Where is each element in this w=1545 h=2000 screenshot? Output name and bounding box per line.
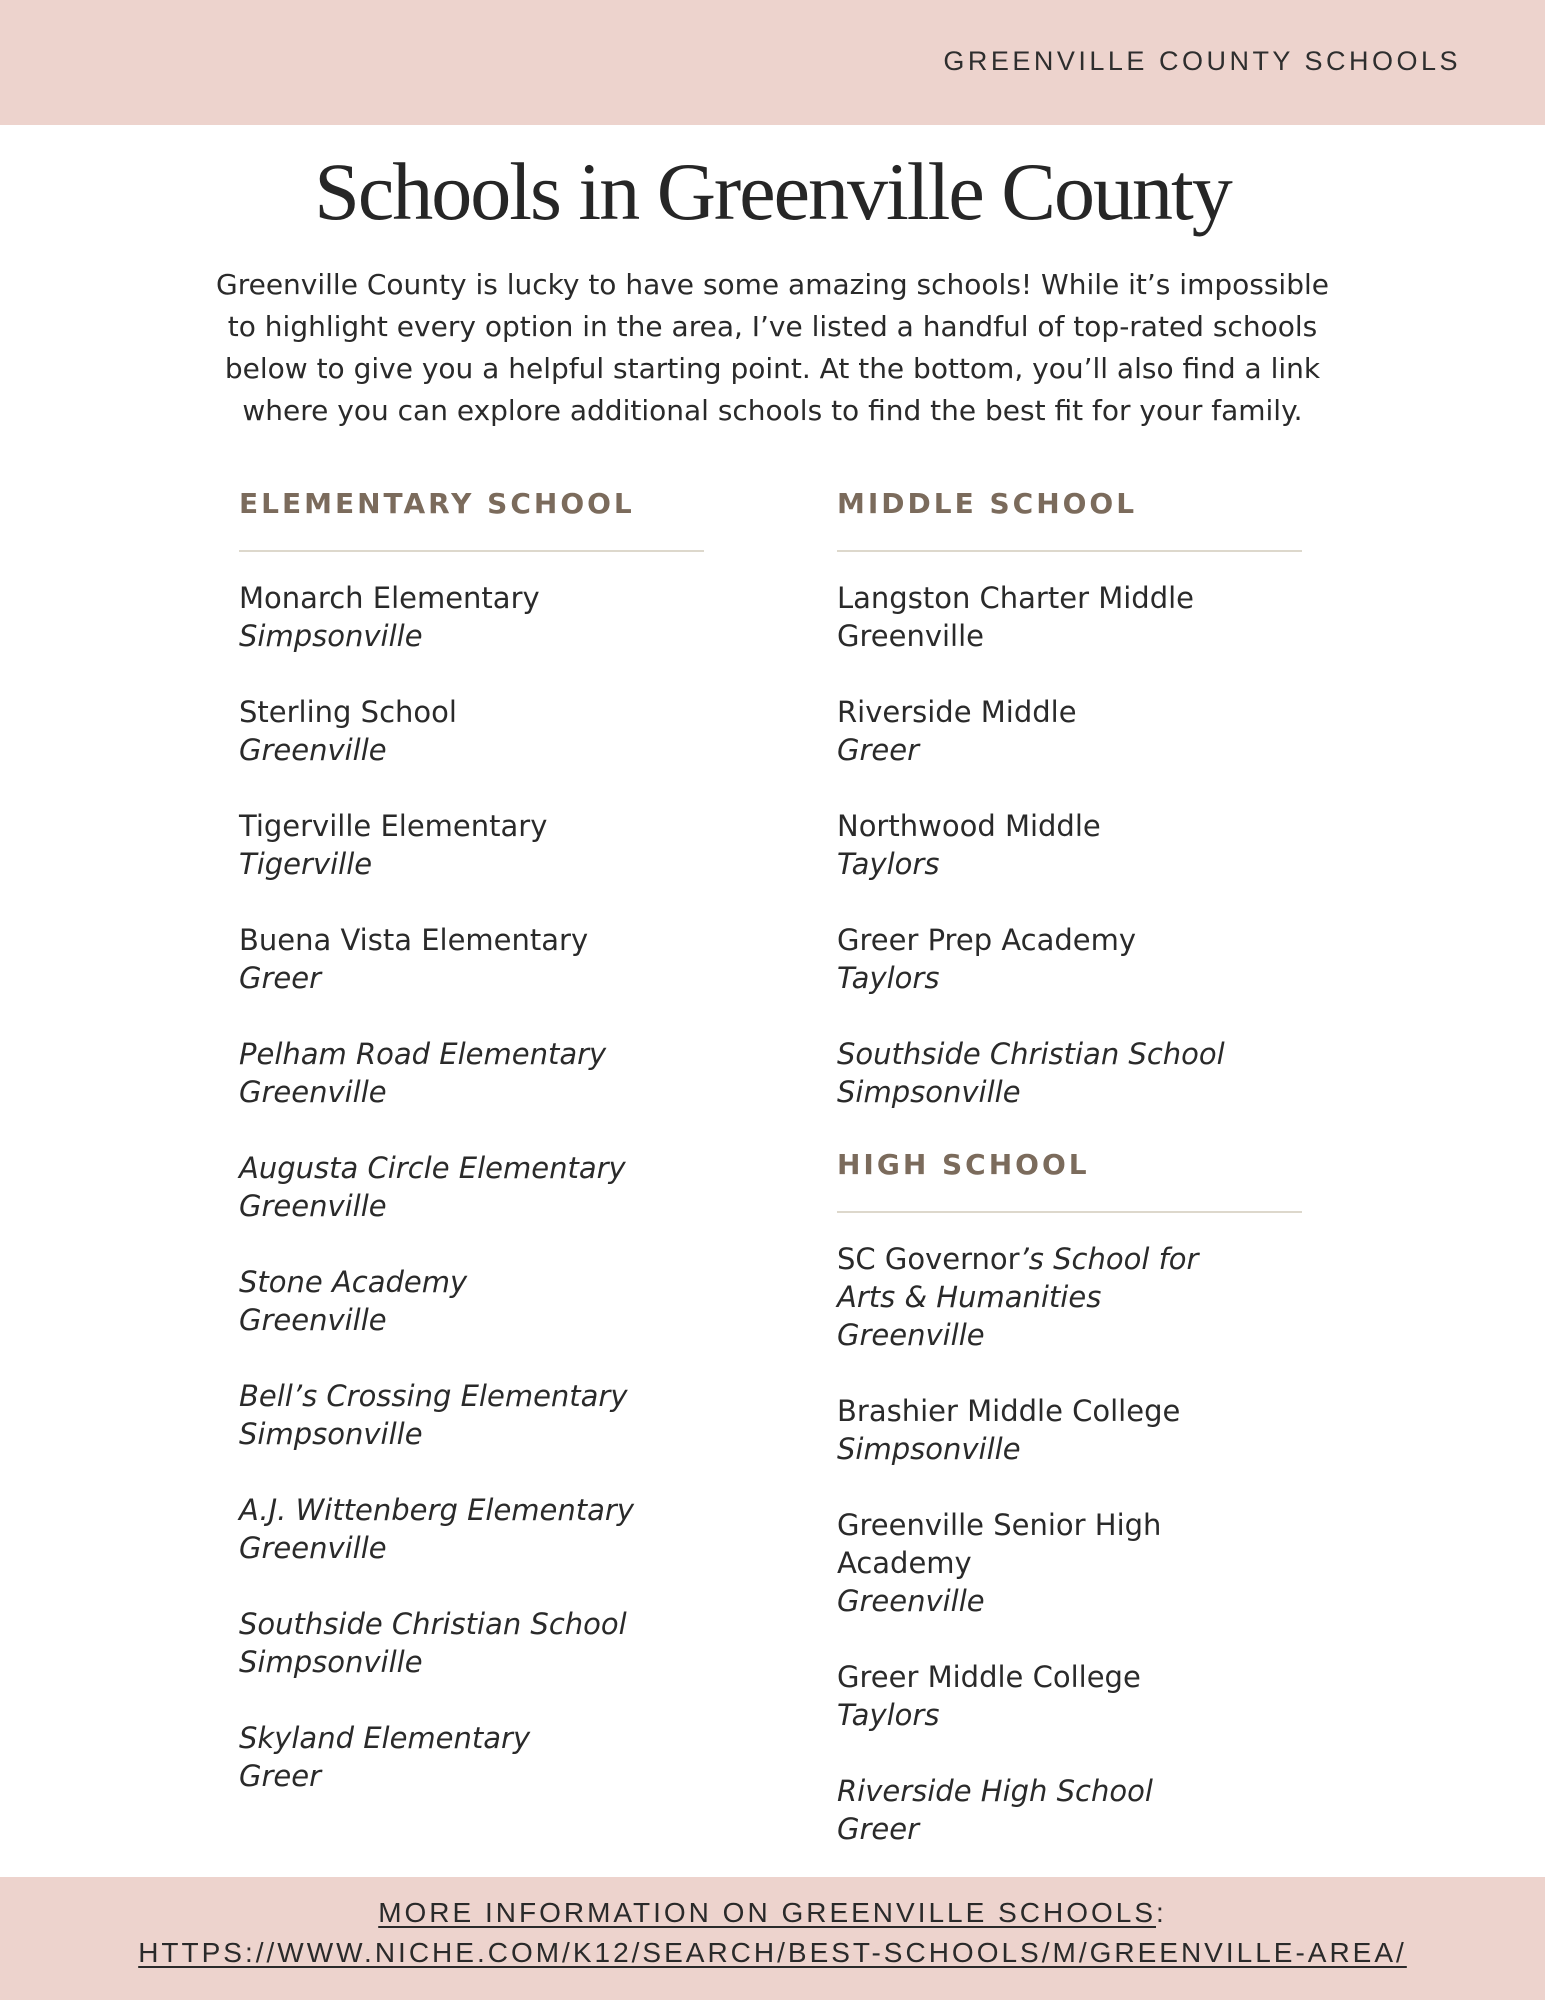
school-entry (837, 1392, 1307, 1468)
school-name: Augusta Circle Elementary (239, 1151, 626, 1185)
school-name (837, 1240, 1307, 1278)
school-name: Stone Academy (239, 1265, 468, 1299)
school-city: Greenville (837, 1318, 985, 1352)
elementary-column (239, 484, 709, 1833)
school-name-part: SC Governor (837, 1242, 1020, 1276)
intro-paragraph: Greenville County is lucky to have some amazing schools! While it’s impossible to highlight every option in the area, I’ve listed a handful of top-rated schools below to give you a helpful starting point. At the bottom, you’ll also find a link where you can explore additional schools to find the best fit for your family. (216, 268, 1329, 427)
school-city: Greenville (239, 1075, 387, 1109)
school-name: Riverside Middle (837, 695, 1077, 729)
header-bar (0, 0, 1545, 125)
school-entry (239, 1263, 709, 1339)
school-name: Buena Vista Elementary (239, 923, 589, 957)
school-entry (837, 693, 1307, 769)
school-name: Langston Charter Middle (837, 581, 1195, 615)
school-name-line2: Arts & Humanities (837, 1280, 1102, 1314)
footer-label-line (0, 1897, 1545, 1929)
school-city: Simpsonville (837, 1432, 1021, 1466)
school-city: Greenville (239, 1531, 387, 1565)
school-entry (239, 1605, 709, 1681)
middle-high-column (837, 484, 1307, 1886)
school-entry (837, 1772, 1307, 1848)
school-name-part: ’s School for (1019, 1242, 1199, 1276)
school-entry (239, 579, 709, 655)
school-city: Tigerville (239, 847, 373, 881)
section-heading-elementary: ELEMENTARY SCHOOL (239, 487, 635, 520)
school-entry (837, 1658, 1307, 1734)
school-name: Southside Christian School (239, 1607, 627, 1641)
section-heading-middle: MIDDLE SCHOOL (837, 487, 1138, 520)
school-entry (239, 693, 709, 769)
school-entry (239, 1149, 709, 1225)
school-city: Greer (239, 1759, 322, 1793)
school-entry (837, 1035, 1307, 1111)
divider (837, 1211, 1302, 1213)
school-entry (837, 921, 1307, 997)
footer-colon: : (1156, 1897, 1167, 1928)
school-city: Taylors (837, 961, 940, 995)
school-name: Bell’s Crossing Elementary (239, 1379, 628, 1413)
school-name: Riverside High School (837, 1774, 1153, 1808)
school-city: Greenville (239, 1189, 387, 1223)
school-entry (239, 921, 709, 997)
school-name: Sterling School (239, 695, 457, 729)
school-name: Brashier Middle College (837, 1394, 1181, 1428)
school-entry (239, 1377, 709, 1453)
school-city: Greer (837, 733, 920, 767)
school-name: Pelham Road Elementary (239, 1037, 607, 1071)
more-info-link[interactable]: MORE INFORMATION ON GREENVILLE SCHOOLS (378, 1897, 1156, 1928)
school-entry (837, 807, 1307, 883)
school-entry (239, 1491, 709, 1567)
school-entry (837, 1506, 1307, 1620)
school-name: Greenville Senior High (837, 1508, 1162, 1542)
divider (837, 550, 1302, 552)
school-name: Greer Middle College (837, 1660, 1141, 1694)
school-city: Greenville (837, 1584, 985, 1618)
school-name: Northwood Middle (837, 809, 1101, 843)
school-entry (239, 807, 709, 883)
page-title: Schools in Greenville County (314, 146, 1231, 237)
school-city: Taylors (837, 1698, 940, 1732)
school-city: Greenville (239, 733, 387, 767)
footer-url-line (0, 1937, 1545, 1969)
school-name: Skyland Elementary (239, 1721, 531, 1755)
school-name: Southside Christian School (837, 1037, 1225, 1071)
school-name: Tigerville Elementary (239, 809, 548, 843)
school-entry (837, 579, 1307, 655)
school-city: Simpsonville (239, 619, 423, 653)
section-heading-high: HIGH SCHOOL (837, 1148, 1090, 1181)
school-name: Monarch Elementary (239, 581, 540, 615)
school-city: Greenville (837, 619, 984, 653)
school-entry (239, 1719, 709, 1795)
divider (239, 550, 704, 552)
school-city: Taylors (837, 847, 940, 881)
school-entry (837, 1240, 1307, 1354)
niche-url-link[interactable]: HTTPS://WWW.NICHE.COM/K12/SEARCH/BEST-SCHOOLS/M/GREENVILLE-AREA/ (138, 1937, 1407, 1968)
brand-name: GREENVILLE COUNTY SCHOOLS (943, 46, 1461, 76)
school-entry (239, 1035, 709, 1111)
school-city: Greer (837, 1812, 920, 1846)
school-city: Simpsonville (239, 1645, 423, 1679)
school-city: Simpsonville (837, 1075, 1021, 1109)
school-city: Greenville (239, 1303, 387, 1337)
school-name: Greer Prep Academy (837, 923, 1137, 957)
school-name: A.J. Wittenberg Elementary (239, 1493, 634, 1527)
school-name-line2: Academy (837, 1546, 972, 1580)
school-city: Greer (239, 961, 322, 995)
footer-bar (0, 1877, 1545, 2000)
school-city: Simpsonville (239, 1417, 423, 1451)
